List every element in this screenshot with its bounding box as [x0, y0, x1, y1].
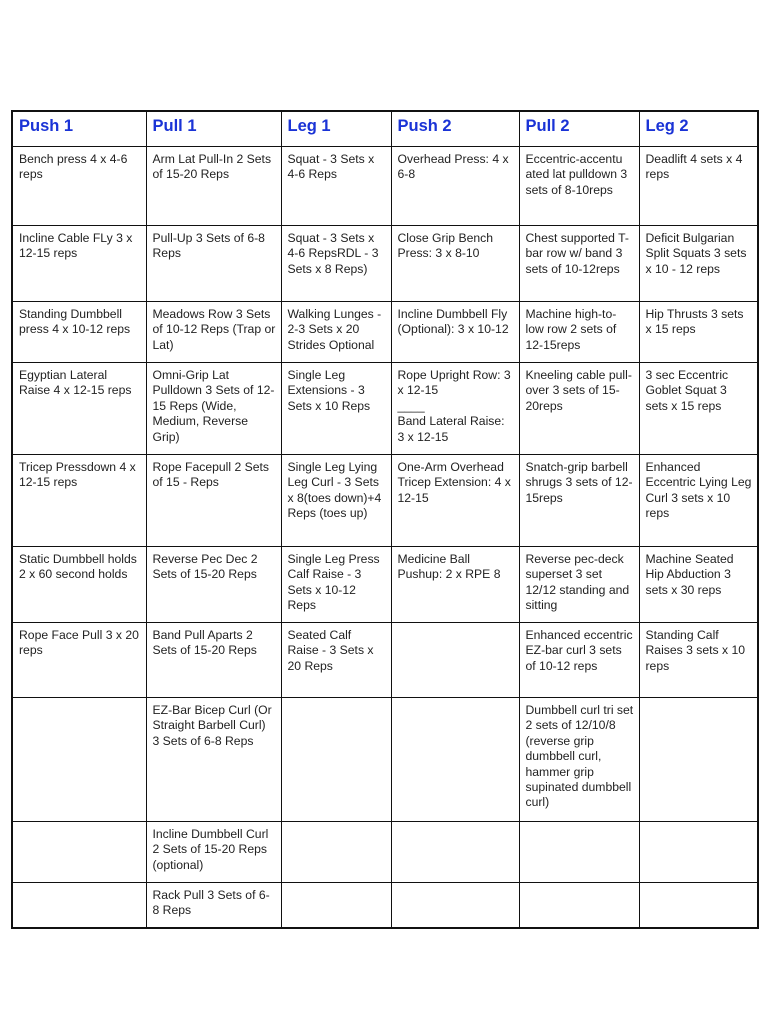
header-pull-1: Pull 1	[146, 111, 281, 147]
table-cell: Static Dumbbell holds 2 x 60 second holds	[12, 547, 146, 623]
workout-table	[11, 110, 759, 929]
table-cell	[519, 883, 639, 928]
table-cell: Single Leg Press Calf Raise - 3 Sets x 10-12 Reps	[281, 547, 391, 623]
table-cell: Rope Face Pull 3 x 20 reps	[12, 623, 146, 698]
table-cell: Standing Calf Raises 3 sets x 10 reps	[639, 623, 758, 698]
table-cell	[391, 822, 519, 883]
table-cell: Hip Thrusts 3 sets x 15 reps	[639, 302, 758, 363]
table-cell: Single Leg Lying Leg Curl - 3 Sets x 8(toes down)+4 Reps (toes up)	[281, 455, 391, 547]
table-cell	[12, 883, 146, 928]
table-cell: Arm Lat Pull-In 2 Sets of 15-20 Reps	[146, 147, 281, 226]
table-cell: Standing Dumbbell press 4 x 10-12 reps	[12, 302, 146, 363]
header-leg-2: Leg 2	[639, 111, 758, 147]
table-cell: Omni-Grip Lat Pulldown 3 Sets of 12-15 Reps (Wide, Medium, Reverse Grip)	[146, 363, 281, 455]
table-cell: Machine high-to-low row 2 sets of 12-15reps	[519, 302, 639, 363]
table-cell	[639, 883, 758, 928]
table-cell	[281, 822, 391, 883]
header-push-2: Push 2	[391, 111, 519, 147]
table-cell: Egyptian Lateral Raise 4 x 12-15 reps	[12, 363, 146, 455]
table-cell: Squat - 3 Sets x 4-6 Reps	[281, 147, 391, 226]
table-cell: Machine Seated Hip Abduction 3 sets x 30 reps	[639, 547, 758, 623]
table-cell: Rope Facepull 2 Sets of 15 - Reps	[146, 455, 281, 547]
table-cell: Bench press 4 x 4-6 reps	[12, 147, 146, 226]
table-cell	[391, 698, 519, 822]
table-cell: Chest supported T-bar row w/ band 3 sets of 10-12reps	[519, 226, 639, 302]
table-cell: One-Arm Overhead Tricep Extension: 4 x 12-15	[391, 455, 519, 547]
table-cell: Overhead Press: 4 x 6-8	[391, 147, 519, 226]
header-push-1: Push 1	[12, 111, 146, 147]
table-cell: Rack Pull 3 Sets of 6-8 Reps	[146, 883, 281, 928]
table-cell	[639, 698, 758, 822]
table-cell: Dumbbell curl tri set 2 sets of 12/10/8 (reverse grip dumbbell curl, hammer grip supinated dumbbell curl)	[519, 698, 639, 822]
table-cell: Kneeling cable pull-over 3 sets of 15-20reps	[519, 363, 639, 455]
table-cell: Snatch-grip barbell shrugs 3 sets of 12-15reps	[519, 455, 639, 547]
table-cell: Enhanced eccentric EZ-bar curl 3 sets of 10-12 reps	[519, 623, 639, 698]
table-cell: Tricep Pressdown 4 x 12-15 reps	[12, 455, 146, 547]
table-cell: Eccentric-accentu ated lat pulldown 3 sets of 8-10reps	[519, 147, 639, 226]
table-cell: Seated Calf Raise - 3 Sets x 20 Reps	[281, 623, 391, 698]
table-cell: Single Leg Extensions - 3 Sets x 10 Reps	[281, 363, 391, 455]
header-row	[12, 111, 758, 147]
table-cell: 3 sec Eccentric Goblet Squat 3 sets x 15 reps	[639, 363, 758, 455]
table-cell: Close Grip Bench Press: 3 x 8-10	[391, 226, 519, 302]
table-cell: Rope Upright Row: 3 x 12-15 ____ Band Lateral Raise: 3 x 12-15	[391, 363, 519, 455]
table-cell: Deficit Bulgarian Split Squats 3 sets x 10 - 12 reps	[639, 226, 758, 302]
table-cell: Incline Dumbbell Fly (Optional): 3 x 10-12	[391, 302, 519, 363]
table-cell	[391, 623, 519, 698]
table-cell	[639, 822, 758, 883]
table-cell	[12, 822, 146, 883]
table-cell: Meadows Row 3 Sets of 10-12 Reps (Trap or Lat)	[146, 302, 281, 363]
table-row	[12, 822, 758, 883]
table-cell: Pull-Up 3 Sets of 6-8 Reps	[146, 226, 281, 302]
table-row	[12, 698, 758, 822]
table-cell: Band Pull Aparts 2 Sets of 15-20 Reps	[146, 623, 281, 698]
table-cell: Reverse pec-deck superset 3 set 12/12 standing and sitting	[519, 547, 639, 623]
table-row	[12, 302, 758, 363]
table-row	[12, 455, 758, 547]
header-leg-1: Leg 1	[281, 111, 391, 147]
table-cell: EZ-Bar Bicep Curl (Or Straight Barbell Curl) 3 Sets of 6-8 Reps	[146, 698, 281, 822]
table-cell: Medicine Ball Pushup: 2 x RPE 8	[391, 547, 519, 623]
table-row	[12, 623, 758, 698]
header-pull-2: Pull 2	[519, 111, 639, 147]
table-cell	[281, 883, 391, 928]
table-row	[12, 226, 758, 302]
table-cell: Enhanced Eccentric Lying Leg Curl 3 sets x 10 reps	[639, 455, 758, 547]
table-cell: Incline Dumbbell Curl 2 Sets of 15-20 Reps (optional)	[146, 822, 281, 883]
table-cell: Reverse Pec Dec 2 Sets of 15-20 Reps	[146, 547, 281, 623]
table-cell	[519, 822, 639, 883]
table-row	[12, 883, 758, 928]
table-row	[12, 363, 758, 455]
table-cell: Incline Cable FLy 3 x 12-15 reps	[12, 226, 146, 302]
table-cell: Squat - 3 Sets x 4-6 RepsRDL - 3 Sets x 8 Reps)	[281, 226, 391, 302]
table-cell: Walking Lunges - 2-3 Sets x 20 Strides Optional	[281, 302, 391, 363]
table-cell: Deadlift 4 sets x 4 reps	[639, 147, 758, 226]
table-cell	[12, 698, 146, 822]
table-row	[12, 547, 758, 623]
table-cell	[281, 698, 391, 822]
table-row	[12, 147, 758, 226]
table-cell	[391, 883, 519, 928]
